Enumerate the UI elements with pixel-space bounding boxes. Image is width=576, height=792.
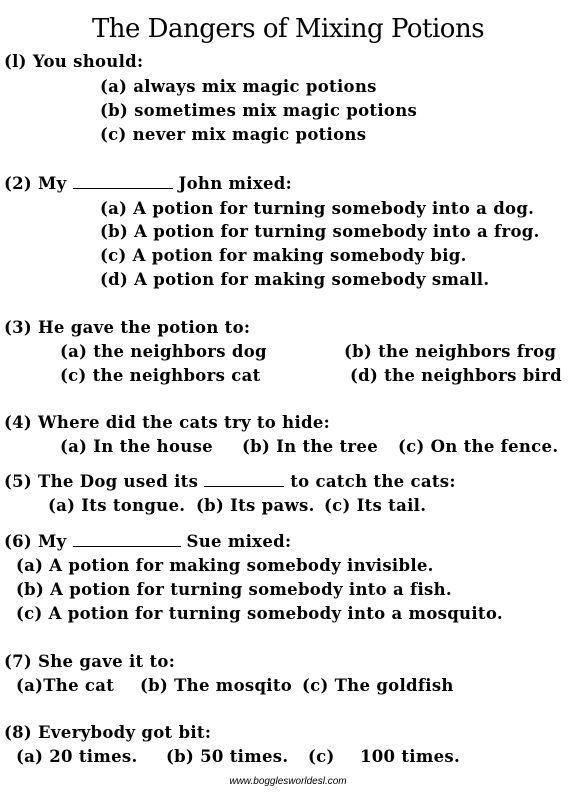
question-3: (3) He gave the potion to:: [4, 318, 251, 337]
q3-option-b: (b) the neighbors frog: [344, 342, 557, 361]
question-1: (l) You should:: [4, 52, 144, 71]
q4-option-a: (a) In the house: [60, 437, 213, 456]
q5-option-a: (a) Its tongue.: [48, 496, 186, 515]
q2-prefix: (2) My: [4, 174, 67, 193]
q1-option-c: (c) never mix magic potions: [100, 125, 367, 144]
q1-option-b: (b) sometimes mix magic potions: [100, 101, 418, 120]
worksheet-title: The Dangers of Mixing Potions: [91, 14, 485, 44]
question-7: (7) She gave it to:: [4, 652, 176, 671]
q5-option-c: (c) Its tail.: [324, 496, 427, 515]
q7-option-a: (a)The cat: [16, 676, 115, 695]
q4-option-b: (b) In the tree: [242, 437, 379, 456]
q2-option-d: (d) A potion for making somebody small.: [100, 270, 490, 289]
q5-prefix: (5) The Dog used its: [4, 472, 199, 491]
question-6: [4, 532, 291, 551]
q6-option-a: (a) A potion for making somebody invisible.: [16, 556, 434, 575]
footer-url: www.bogglesworldesl.com: [229, 776, 347, 787]
q3-option-a: (a) the neighbors dog: [60, 342, 267, 361]
q7-option-b: (b) The mosqito: [140, 676, 293, 695]
q5-answer-blank[interactable]: [204, 472, 284, 487]
q6-answer-blank[interactable]: [73, 532, 181, 547]
q2-suffix: John mixed:: [178, 174, 293, 193]
question-4: (4) Where did the cats try to hide:: [4, 413, 331, 432]
q2-option-c: (c) A potion for making somebody big.: [100, 246, 467, 265]
q2-option-b: (b) A potion for turning somebody into a frog.: [100, 222, 540, 241]
q6-option-b: (b) A potion for turning somebody into a fish.: [16, 580, 452, 599]
q6-option-c: (c) A potion for turning somebody into a mosquito.: [16, 604, 503, 623]
q8-option-c-value: 100 times.: [360, 747, 461, 766]
question-5: [4, 472, 456, 491]
q5-option-b: (b) Its paws.: [196, 496, 315, 515]
q1-option-a: (a) always mix magic potions: [100, 77, 377, 96]
q6-prefix: (6) My: [4, 532, 67, 551]
q4-option-c: (c) On the fence.: [398, 437, 559, 456]
q3-option-d: (d) the neighbors bird: [350, 366, 562, 385]
q3-option-c: (c) the neighbors cat: [60, 366, 261, 385]
q8-option-a: (a) 20 times.: [16, 747, 138, 766]
q8-option-c: (c): [308, 747, 335, 766]
question-2: [4, 174, 292, 193]
question-8: (8) Everybody got bit:: [4, 723, 212, 742]
q6-suffix: Sue mixed:: [186, 532, 292, 551]
q2-answer-blank[interactable]: [73, 174, 173, 189]
q8-option-b: (b) 50 times.: [166, 747, 289, 766]
q5-suffix: to catch the cats:: [290, 472, 456, 491]
q7-option-c: (c) The goldfish: [302, 676, 454, 695]
q2-option-a: (a) A potion for turning somebody into a dog.: [100, 199, 535, 218]
